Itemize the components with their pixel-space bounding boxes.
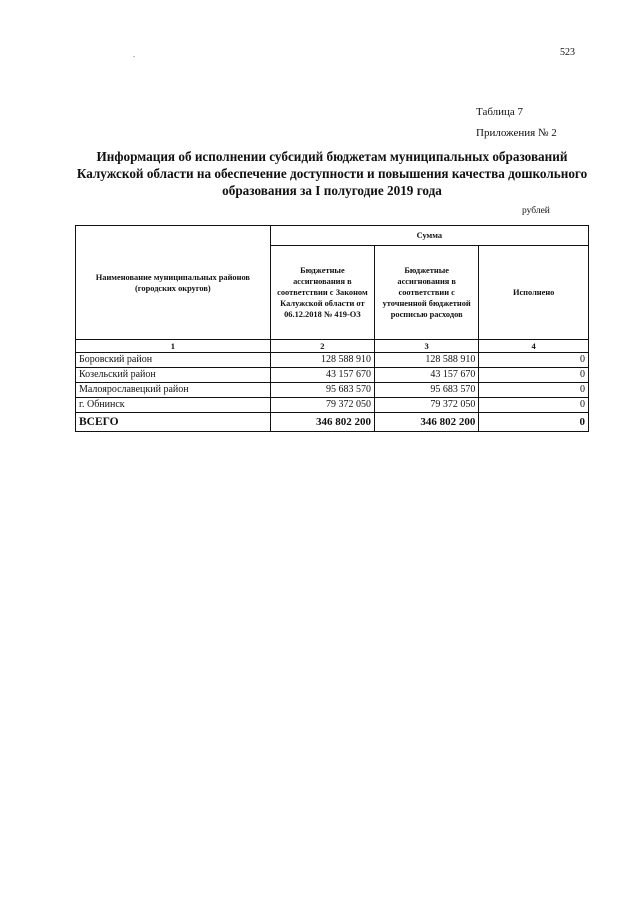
row-executed: 0 xyxy=(479,383,589,398)
stray-mark: . xyxy=(133,50,135,59)
total-executed: 0 xyxy=(479,413,589,432)
units-label: рублей xyxy=(522,206,550,216)
row-name: г. Обнинск xyxy=(76,398,271,413)
header-name: Наименование муниципальных районов (городских округов) xyxy=(76,226,271,340)
total-planned: 346 802 200 xyxy=(270,413,374,432)
page-number: 523 xyxy=(560,47,575,58)
header-executed: Исполнено xyxy=(479,246,589,340)
row-refined: 43 157 670 xyxy=(375,368,479,383)
report-table xyxy=(75,225,589,432)
appendix-label: Приложения № 2 xyxy=(476,127,557,139)
row-name: Козельский район xyxy=(76,368,271,383)
column-number: 4 xyxy=(479,340,589,353)
row-executed: 0 xyxy=(479,353,589,368)
table-row xyxy=(76,398,589,413)
row-name: Малоярославецкий район xyxy=(76,383,271,398)
column-number: 3 xyxy=(375,340,479,353)
total-refined: 346 802 200 xyxy=(375,413,479,432)
table-label: Таблица 7 xyxy=(476,106,524,118)
total-row xyxy=(76,413,589,432)
row-refined: 128 588 910 xyxy=(375,353,479,368)
table-row xyxy=(76,383,589,398)
row-planned: 95 683 570 xyxy=(270,383,374,398)
table-row xyxy=(76,368,589,383)
row-planned: 43 157 670 xyxy=(270,368,374,383)
row-refined: 95 683 570 xyxy=(375,383,479,398)
row-executed: 0 xyxy=(479,368,589,383)
total-label: ВСЕГО xyxy=(76,413,271,432)
row-refined: 79 372 050 xyxy=(375,398,479,413)
header-sum-group: Сумма xyxy=(270,226,588,246)
row-planned: 79 372 050 xyxy=(270,398,374,413)
row-executed: 0 xyxy=(479,398,589,413)
table-row xyxy=(76,353,589,368)
header-planned: Бюджетные ассигнования в соответствии с Законом Калужской области от 06.12.2018 № 419-ОЗ xyxy=(270,246,374,340)
column-number: 2 xyxy=(270,340,374,353)
row-name: Боровский район xyxy=(76,353,271,368)
column-number: 1 xyxy=(76,340,271,353)
header-refined: Бюджетные ассигнования в соответствии с уточненной бюджетной росписью расходов xyxy=(375,246,479,340)
document-title: Информация об исполнении субсидий бюджетам муниципальных образований Калужской области на обеспечение доступности и повышения качества дошкольного образования за I полугодие 2019 года xyxy=(76,149,588,198)
row-planned: 128 588 910 xyxy=(270,353,374,368)
